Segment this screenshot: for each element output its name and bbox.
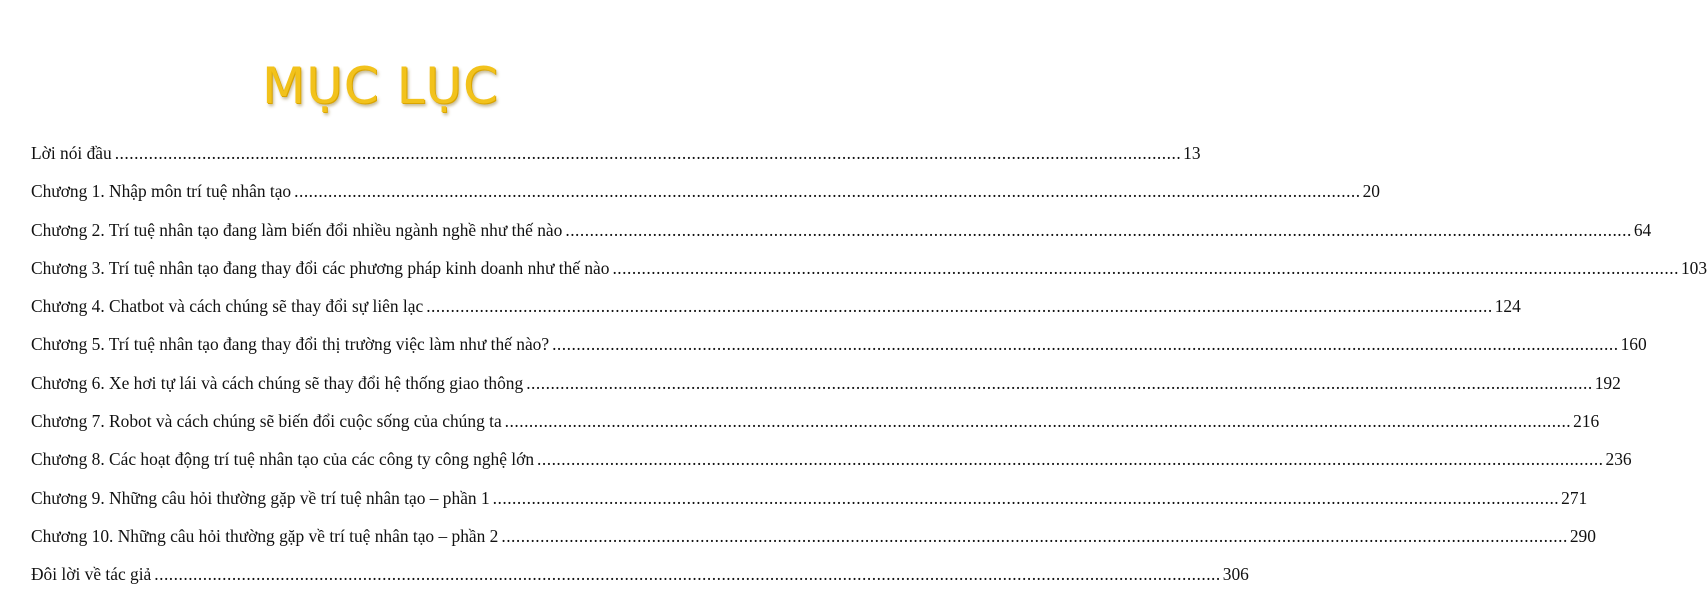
- page-title: MỤC LỤC: [262, 56, 499, 115]
- toc-entry: [31, 181, 1380, 219]
- toc-leader-dots: ............................................................................................................................................................................................................................: [552, 334, 1619, 355]
- toc-entry: [31, 564, 1249, 602]
- toc-leader-dots: ............................................................................................................................................................................................................................: [504, 411, 1572, 432]
- toc-leader-dots: ............................................................................................................................................................................................................................: [537, 449, 1604, 470]
- toc-entry-title: Chương 10. Những câu hỏi thường gặp về trí tuệ nhân tạo – phần 2: [31, 525, 499, 546]
- toc-entry: [31, 296, 1521, 334]
- toc-entry-page: 192: [1594, 372, 1621, 393]
- toc-entry: [31, 219, 1652, 258]
- toc-entry: [31, 411, 1600, 449]
- toc-leader-dots: ............................................................................................................................................................................................................................: [294, 181, 1361, 202]
- toc-entry-page: 290: [1569, 525, 1596, 546]
- toc-leader-dots: ............................................................................................................................................................................................................................: [492, 487, 1560, 508]
- toc-entry-title: Chương 6. Xe hơi tự lái và cách chúng sẽ thay đổi hệ thống giao thông: [31, 372, 524, 393]
- table-of-contents: [31, 143, 1707, 603]
- toc-entry-title: Chương 1. Nhập môn trí tuệ nhân tạo: [31, 181, 292, 202]
- toc-leader-dots: ............................................................................................................................................................................................................................: [114, 143, 1182, 163]
- toc-entry: [31, 257, 1707, 296]
- toc-entry-title: Chương 7. Robot và cách chúng sẽ biến đổi cuộc sống của chúng ta: [31, 411, 502, 432]
- toc-entry-page: 306: [1222, 564, 1249, 585]
- toc-entry-page: 13: [1183, 143, 1201, 163]
- toc-leader-dots: ............................................................................................................................................................................................................................: [501, 525, 1568, 546]
- toc-entry-title: Chương 8. Các hoạt động trí tuệ nhân tạo của các công ty công nghệ lớn: [31, 449, 535, 470]
- toc-leader-dots: ............................................................................................................................................................................................................................: [154, 564, 1221, 585]
- toc-entry: [31, 449, 1632, 487]
- toc-entry-page: 216: [1573, 411, 1600, 432]
- toc-entry-title: Chương 5. Trí tuệ nhân tạo đang thay đổi thị trường việc làm như thế nào?: [31, 334, 550, 355]
- toc-leader-dots: ............................................................................................................................................................................................................................: [612, 257, 1679, 278]
- toc-leader-dots: ............................................................................................................................................................................................................................: [526, 372, 1593, 393]
- toc-entry-title: Chương 4. Chatbot và cách chúng sẽ thay đổi sự liên lạc: [31, 296, 424, 317]
- toc-entry-title: Đôi lời về tác giả: [31, 564, 152, 585]
- toc-leader-dots: ............................................................................................................................................................................................................................: [565, 219, 1632, 240]
- toc-entry-page: 236: [1605, 449, 1632, 470]
- toc-entry-title: Lời nói đầu: [31, 143, 112, 163]
- toc-entry-title: Chương 2. Trí tuệ nhân tạo đang làm biến đổi nhiều ngành nghề như thế nào: [31, 219, 563, 240]
- toc-entry: [31, 525, 1596, 564]
- toc-entry-title: Chương 3. Trí tuệ nhân tạo đang thay đổi các phương pháp kinh doanh như thế nào: [31, 257, 610, 278]
- toc-entry-page: 271: [1561, 487, 1588, 508]
- toc-entry-page: 64: [1633, 219, 1652, 240]
- toc-entry: [31, 487, 1588, 526]
- toc-entry-page: 103: [1680, 257, 1707, 278]
- toc-entry-page: 124: [1494, 296, 1521, 317]
- toc-entry-page: 160: [1620, 334, 1647, 355]
- toc-entry: [31, 334, 1647, 372]
- toc-entry-title: Chương 9. Những câu hỏi thường gặp về trí tuệ nhân tạo – phần 1: [31, 487, 490, 508]
- toc-entry: [31, 143, 1201, 181]
- toc-entry-page: 20: [1362, 181, 1380, 202]
- toc-leader-dots: ............................................................................................................................................................................................................................: [426, 296, 1493, 317]
- toc-entry: [31, 372, 1621, 411]
